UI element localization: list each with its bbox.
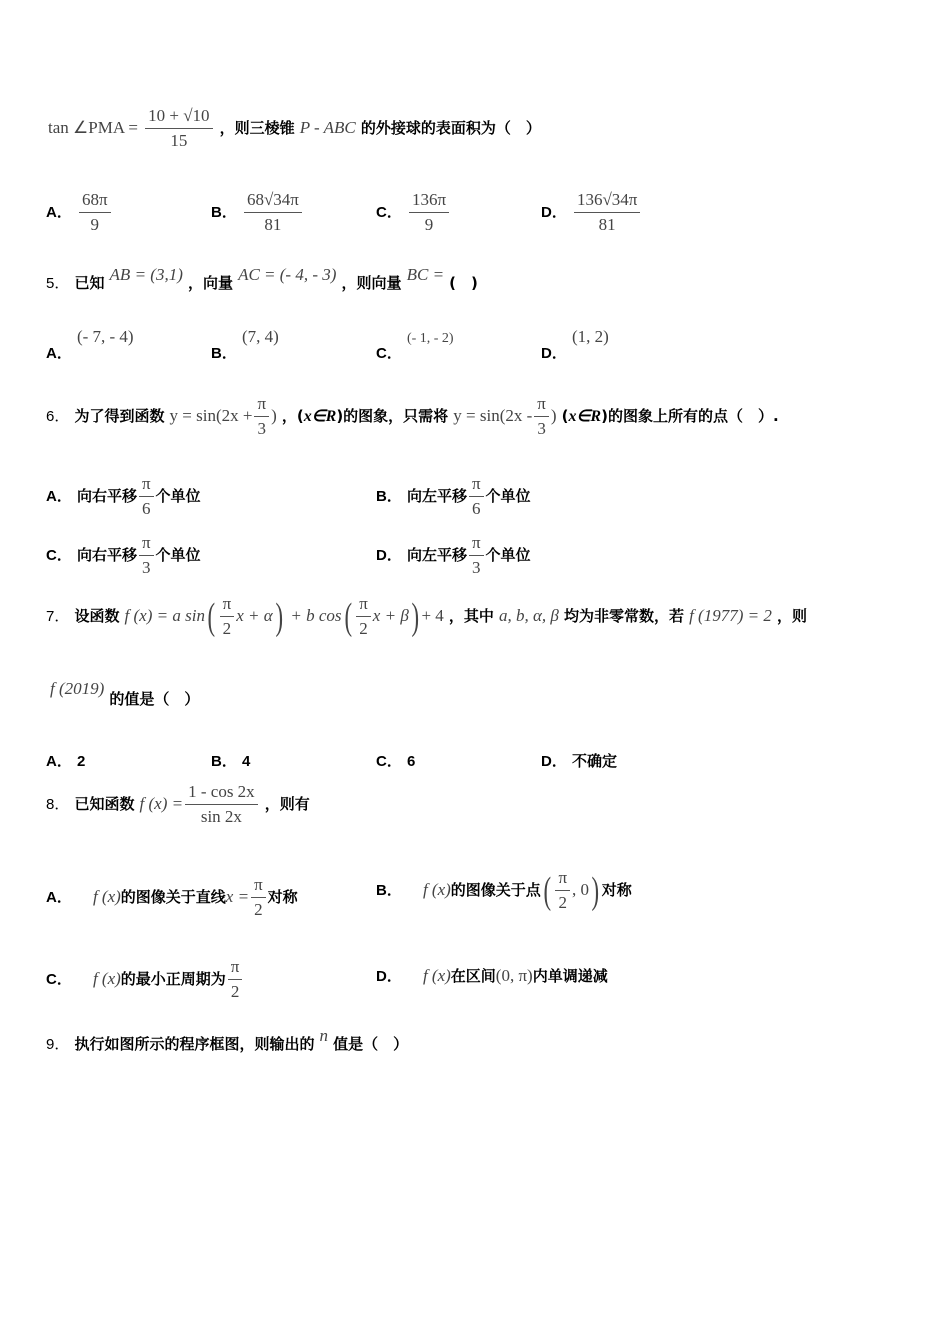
q7-cond: f (1977) = 2 [689,606,772,625]
q9-stem [46,1026,409,1054]
option-value: (- 1, - 2) [406,331,454,346]
q6-func2-close: ) [550,406,557,425]
q7-stem-line2 [50,679,200,709]
frac-den: 81 [264,215,282,234]
q4-option-b[interactable] [211,188,304,237]
q5-option-a[interactable] [46,326,134,362]
q4-pabc: P - ABC [299,118,356,137]
q7-inner1: x + α [236,606,273,625]
option-fraction [139,531,154,580]
left-paren: ( [543,869,551,912]
frac-num: 68√34π [244,188,302,213]
q6-domain: x∈R [303,408,337,425]
frac-num: π [228,955,243,980]
q5-t3: ，则向量 [341,274,402,292]
frac-den: 3 [537,419,546,438]
q4-text2: 的外接球的表面积为（ ） [360,119,541,137]
q4-option-a[interactable] [46,188,113,237]
frac-den: 6 [472,499,481,518]
right-paren: ) [275,595,283,638]
option-text-tail: 个单位 [155,546,201,564]
option-text: 向右平移 [76,546,137,564]
q5-option-c[interactable] [376,326,454,362]
option-label: C． [376,204,402,221]
option-label: D． [376,547,402,564]
question-number: 8． [46,796,70,813]
option-fraction [228,955,243,1004]
q7-option-b[interactable] [211,750,250,771]
option-text-tail: 对称 [601,881,632,899]
q6-domain2: x∈R [568,408,602,425]
q5-ab: AB = (3,1) [109,265,183,284]
frac-den: 3 [142,558,151,577]
q6-t2: ，( [281,407,304,425]
q4-frac-num: 10 + √10 [145,104,212,129]
frac-num: 1 - cos 2x [185,780,258,805]
option-fraction [555,866,570,915]
frac-den: 3 [257,419,267,438]
option-fx: f (x) [422,966,451,985]
option-fx: f (x) [92,887,121,906]
q6-func1-close: ) [271,406,277,425]
question-number: 6． [46,408,70,425]
frac-den: 2 [230,982,240,1001]
option-value: (- 7, - 4) [76,327,134,346]
right-paren: ) [591,869,600,912]
frac-den: 9 [424,215,434,234]
q7-mid: + b cos [290,606,342,625]
q6-stem [46,392,779,441]
frac-num: π [555,866,570,891]
q8-option-d[interactable] [376,965,608,986]
option-label: A． [46,753,72,770]
frac-num: π [251,873,266,898]
q4-option-c[interactable] [376,188,451,237]
q7-fx: f (x) = a sin [124,606,205,625]
option-text: 向左平移 [406,546,467,564]
option-text-tail: 对称 [267,888,298,906]
q8-fraction [185,780,258,829]
option-label: C． [46,547,72,564]
option-text: 在区间 [450,967,496,985]
q6-func2: y = sin(2x - [453,406,533,425]
option-text: 的图像关于直线 [120,888,226,906]
q7-inner2: x + β [372,606,409,625]
option-fx: f (x) [422,880,451,899]
option-text: 的图像关于点 [450,881,541,899]
option-value: 2 [76,753,86,770]
option-interval: (0, π) [495,966,533,985]
q7-t2: ，其中 [448,607,494,625]
frac-num: π [139,531,154,556]
q7-end: + 4 [421,606,444,625]
option-fraction [409,188,449,237]
frac-den: 9 [90,215,99,234]
option-text: 向左平移 [406,487,467,505]
q8-option-c[interactable] [46,955,244,1004]
q7-t1: 设函数 [74,607,120,625]
option-label: B． [211,345,237,362]
option-label: C． [376,753,402,770]
frac-num: π [534,392,549,417]
q6-t4: ( [561,407,569,425]
option-label: D． [376,968,402,985]
option-label: A． [46,488,72,505]
option-text-tail: 个单位 [485,487,531,505]
q6-t3: )的图象，只需将 [336,407,449,425]
q5-t2: ，向量 [187,274,233,292]
q7-option-a[interactable] [46,750,85,771]
option-label: D． [541,345,567,362]
frac-num: 68π [79,188,111,213]
option-value: 不确定 [571,752,617,770]
option-label: D． [541,204,567,221]
option-label: C． [376,345,402,362]
option-fraction [251,873,266,922]
option-fraction [244,188,302,237]
option-text-tail: 个单位 [485,546,531,564]
q6-option-d[interactable] [376,531,531,580]
left-paren: ( [207,595,216,638]
frac-den: sin 2x [200,807,242,826]
q6-option-c[interactable] [46,531,201,580]
frac-num: 136√34π [574,188,640,213]
frac-den: 6 [142,499,151,518]
q5-ac: AC = (- 4, - 3) [238,265,337,284]
q9-t1: 执行如图所示的程序框图，则输出的 [74,1035,315,1053]
option-value: 4 [241,753,251,770]
option-fraction [469,472,484,521]
q8-fx: f (x) = [139,794,184,813]
question-number: 9． [46,1036,70,1053]
frac-num: π [469,531,484,556]
q7-vars: a, b, α, β [498,606,559,625]
q7-f2019: f (2019) [50,679,105,698]
frac-den: 3 [472,558,481,577]
option-fraction [574,188,640,237]
option-label: A． [46,204,72,221]
frac-num: π [220,592,235,617]
option-label: B． [211,204,237,221]
q6-t1: 为了得到函数 [74,407,165,425]
frac-num: π [356,592,371,617]
q4-text1: ，则三棱锥 [219,119,295,137]
option-label: B． [211,753,237,770]
q4-fraction [145,104,212,153]
option-text-tail: 内单调递减 [532,967,608,985]
q5-option-b[interactable] [211,326,279,362]
option-label: B． [376,882,402,899]
frac-num: π [254,392,269,417]
q6-t5: )的图象上所有的点（ ）. [601,407,779,425]
frac-den: 2 [254,900,263,919]
q4-tan-expr: tan ∠PMA = [48,118,139,137]
q5-t4: ( ) [449,274,478,292]
option-text: 向右平移 [76,487,137,505]
q7-option-d[interactable] [541,750,617,771]
frac-num: π [139,472,154,497]
q6-option-b[interactable] [376,472,531,521]
q4-option-d[interactable] [541,188,642,237]
option-point-tail: , 0 [572,880,590,899]
q5-t1: 已知 [74,274,105,292]
q8-option-a[interactable] [46,873,298,922]
q9-t2: 值是（ ） [333,1035,409,1053]
option-label: A． [46,345,72,362]
q8-option-b[interactable] [376,866,632,915]
option-label: C． [46,971,72,988]
question-number: 7． [46,608,70,625]
q8-t2: ，则有 [264,795,310,813]
q7-t4: ，则 [776,607,807,625]
option-text: 的最小正周期为 [120,970,226,988]
option-x: x = [225,887,250,906]
option-value: (7, 4) [241,327,279,346]
option-value: (1, 2) [571,327,609,346]
option-fx: f (x) [92,969,121,988]
option-label: A． [46,889,72,906]
q7-frac2 [356,592,371,641]
option-fraction [469,531,484,580]
option-label: B． [376,488,402,505]
q6-option-a[interactable] [46,472,201,521]
q7-t5: 的值是（ ） [109,690,200,708]
frac-den: 2 [359,619,368,638]
option-label: D． [541,753,567,770]
question-number: 5． [46,275,70,292]
frac-den: 2 [558,893,567,912]
frac-num: 136π [409,188,449,213]
q7-frac1 [220,592,235,641]
q5-bc: BC = [406,265,445,284]
frac-den: 2 [222,619,232,638]
right-paren: ) [411,595,419,638]
q8-t1: 已知函数 [74,795,135,813]
frac-num: π [469,472,484,497]
q5-option-d[interactable] [541,326,609,362]
q6-func2-frac [534,392,549,441]
q6-func1: y = sin(2x + [169,406,253,425]
left-paren: ( [344,595,352,638]
q5-stem [46,265,478,293]
frac-den: 81 [598,215,616,234]
option-fraction [139,472,154,521]
option-value: 6 [406,753,416,770]
q4-stem [48,104,541,153]
q9-n: n [319,1026,329,1045]
q8-stem [46,780,310,829]
option-text-tail: 个单位 [155,487,201,505]
q7-option-c[interactable] [376,750,415,771]
q7-t3: 均为非零常数，若 [563,607,684,625]
q4-frac-den: 15 [170,131,188,150]
q6-func1-frac [254,392,269,441]
option-fraction [79,188,111,237]
q7-stem [46,592,807,641]
